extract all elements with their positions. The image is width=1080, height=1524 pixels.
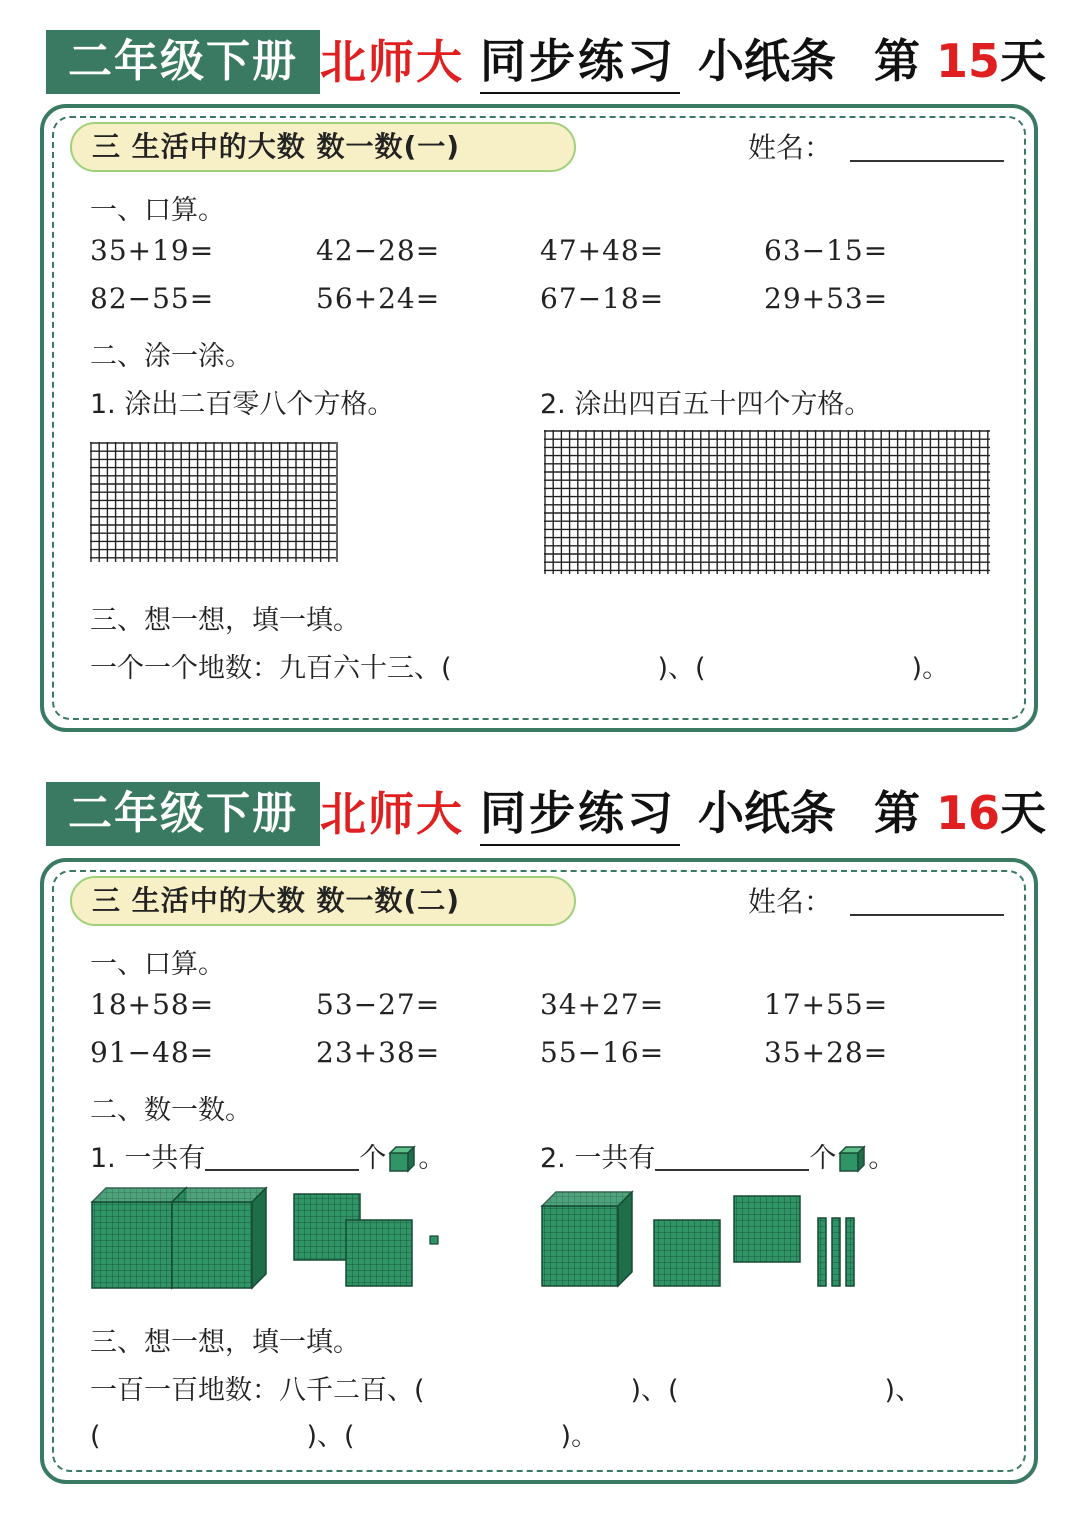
section-title-mental-math: 一、口算。 [90,195,225,226]
hundred-flat [654,1196,800,1286]
lesson-title: 三 生活中的大数 数一数(二) [70,876,576,926]
unit-cube-icon [386,1145,418,1173]
section-title-count: 二、数一数。 [90,1095,252,1126]
day-number: 16 [935,786,1000,840]
series-title: 同步练习 [480,782,680,846]
calc-problem: 53−27= [316,988,441,1021]
series-subtitle: 小纸条 [698,786,836,840]
grade-tag: 二年级下册 [46,782,320,846]
count-task-1 [90,1136,445,1175]
thousand-cube [172,1188,266,1288]
name-field[interactable] [850,160,1004,162]
series-subtitle: 小纸条 [698,34,836,88]
brand-label: 北师大 [320,787,464,841]
worksheet-frame [40,858,1038,1484]
answer-blank[interactable] [655,1143,809,1171]
calc-problem: 82−55= [90,282,215,315]
name-field[interactable] [850,914,1004,916]
section-title-color: 二、涂一涂。 [90,341,252,372]
count-end: 。 [868,1143,896,1174]
count-task-2-prefix: 2. 一共有 [540,1143,656,1174]
color-task-1: 1. 涂出二百零八个方格。 [90,389,395,420]
section-title-mental-math: 一、口算。 [90,949,225,980]
count-task-1-prefix: 1. 一共有 [90,1143,206,1174]
calc-problem: 34+27= [540,988,665,1021]
base-ten-blocks-group-1 [88,1186,448,1290]
count-task-2 [540,1136,895,1175]
calc-problem: 55−16= [540,1036,665,1069]
day-suffix: 天 [1000,34,1046,88]
fill-count-by-ones[interactable]: 一个一个地数：九百六十三、( )、( )。 [90,653,950,684]
worksheet-frame [40,104,1038,732]
calc-problem: 56+24= [316,282,441,315]
name-label: 姓名： [748,885,833,918]
unit-cube-icon [836,1145,868,1173]
section-title-fill: 三、想一想，填一填。 [90,1327,360,1358]
count-unit: 个 [809,1143,837,1174]
unit-cube [430,1236,438,1244]
name-label: 姓名： [748,131,833,164]
worksheet-header [46,780,1046,848]
section-title-fill: 三、想一想，填一填。 [90,605,360,636]
day-suffix: 天 [1000,786,1046,840]
day-prefix: 第 [873,34,920,88]
calc-problem: 35+28= [764,1036,889,1069]
worksheet-day-15 [0,0,1080,760]
brand-label: 北师大 [320,35,464,89]
calc-problem: 29+53= [764,282,889,315]
answer-blank[interactable] [205,1143,359,1171]
calc-problem: 91−48= [90,1036,215,1069]
count-end: 。 [418,1143,446,1174]
calc-problem: 42−28= [316,234,441,267]
calc-problem: 23+38= [316,1036,441,1069]
thousand-cube [542,1192,632,1286]
grade-tag: 二年级下册 [46,30,320,94]
day-prefix: 第 [873,786,920,840]
color-task-2: 2. 涂出四百五十四个方格。 [540,389,872,420]
day-number: 15 [935,34,1000,88]
lesson-title: 三 生活中的大数 数一数(一) [70,122,576,172]
day-label [874,782,1046,846]
fill-count-by-hundreds[interactable]: 一百一百地数：八千二百、( )、( )、 [90,1375,923,1406]
count-unit: 个 [359,1143,387,1174]
calc-problem: 47+48= [540,234,665,267]
calc-problem: 67−18= [540,282,665,315]
calc-problem: 18+58= [90,988,215,1021]
hundred-flat [294,1194,412,1286]
worksheet-day-16 [0,752,1080,1512]
square-grid-large[interactable] [544,430,992,576]
base-ten-blocks-group-2 [538,1190,868,1290]
fill-count-by-hundreds-continued[interactable]: ( )、( )。 [90,1421,599,1452]
calc-problem: 35+19= [90,234,215,267]
calc-problem: 17+55= [764,988,889,1021]
calc-problem: 63−15= [764,234,889,267]
ten-rod [818,1218,854,1286]
series-title: 同步练习 [480,30,680,94]
worksheet-header [46,28,1046,96]
day-label [874,30,1046,94]
square-grid-small[interactable] [90,442,338,564]
